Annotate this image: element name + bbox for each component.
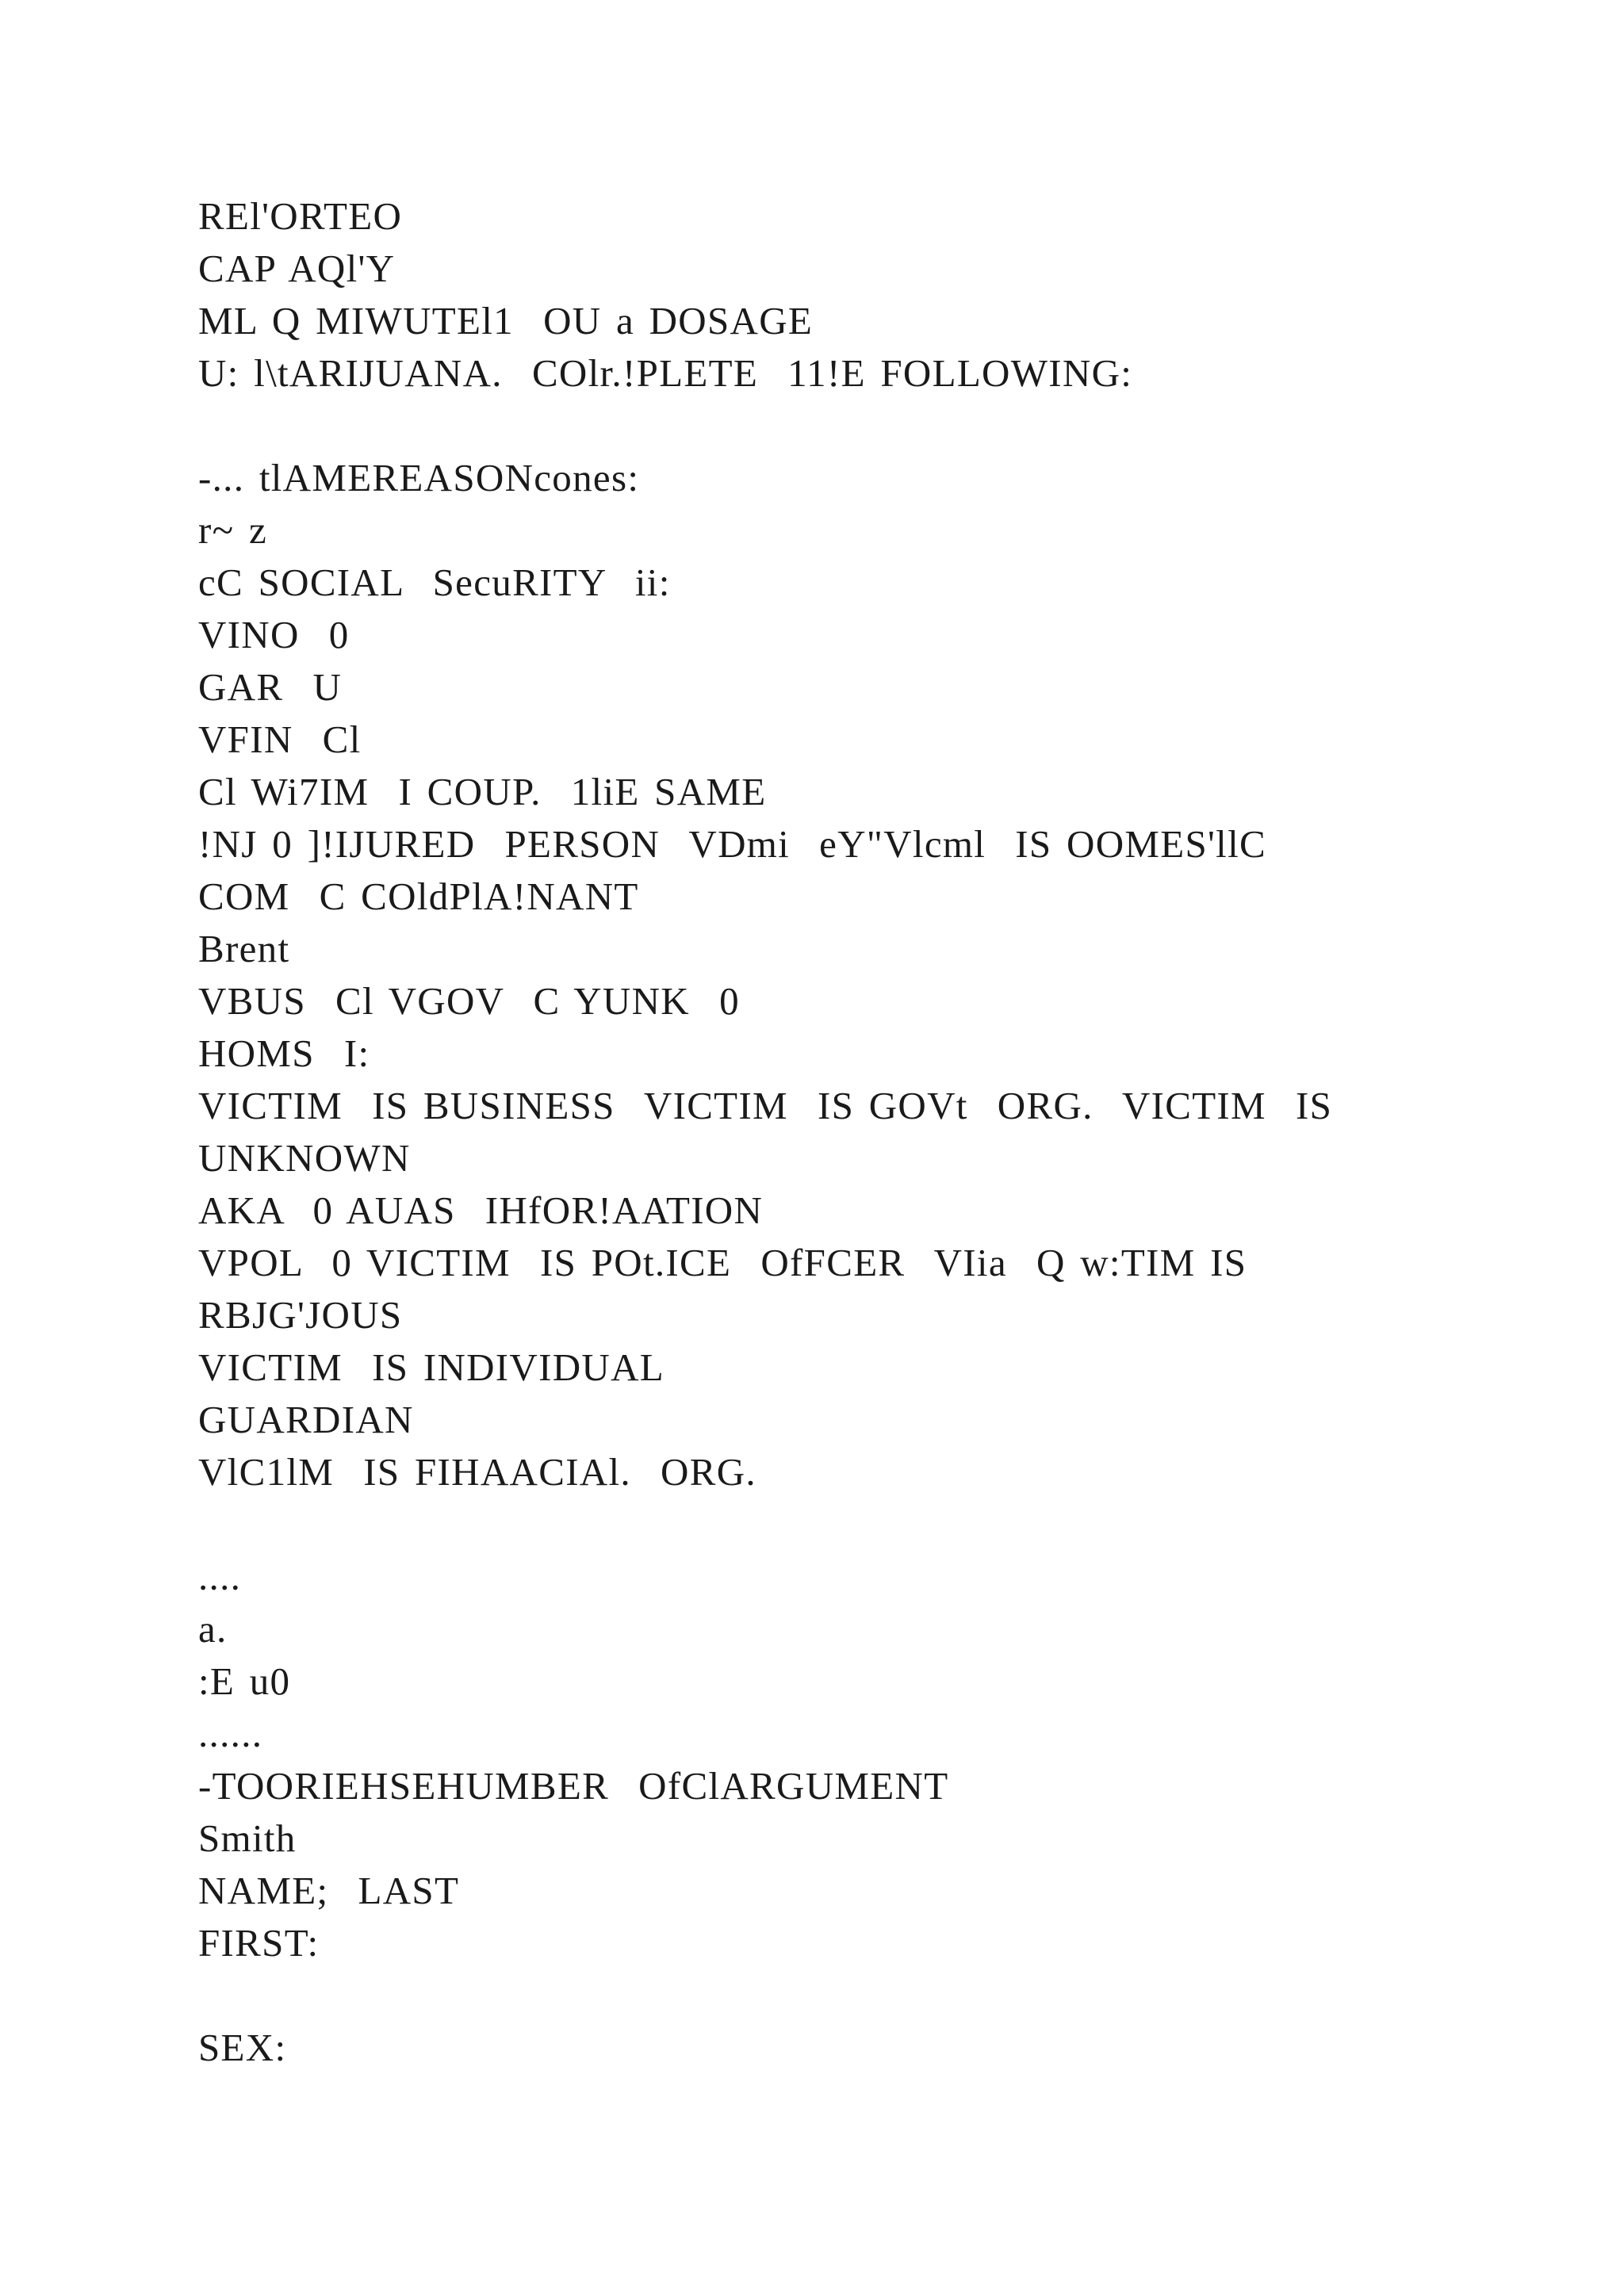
- text-line-7: r~ z: [198, 508, 268, 552]
- text-line-9: VINO 0: [198, 613, 350, 656]
- text-line-15: Brent: [198, 927, 290, 970]
- text-line-16: VBUS Cl VGOV C YUNK 0: [198, 979, 740, 1023]
- document-text: [198, 190, 1435, 2074]
- text-line-31: -TOORIEHSEHUMBER OfClARGUMENT: [198, 1764, 949, 1808]
- text-line-1: REl'ORTEO: [198, 194, 403, 238]
- text-line-6: -... tlAMEREASONcones:: [198, 456, 640, 499]
- text-line-17: HOMS I:: [198, 1031, 370, 1075]
- blank-line: [198, 400, 1435, 452]
- text-line-34: FIRST:: [198, 1921, 320, 1965]
- text-line-27: ....: [198, 1555, 242, 1598]
- text-line-2: CAP AQl'Y: [198, 247, 396, 290]
- text-line-10: GAR U: [198, 665, 343, 709]
- blank-line: [198, 1969, 1435, 2022]
- text-line-12: Cl Wi7IM I COUP. 1liE SAME: [198, 770, 767, 813]
- text-line-32: Smith: [198, 1816, 297, 1860]
- text-line-29: :E u0: [198, 1659, 291, 1703]
- text-line-19: UNKNOWN: [198, 1136, 411, 1180]
- text-line-8: cC SOCIAL SecuRITY ii:: [198, 561, 671, 604]
- blank-line: [198, 1498, 1435, 1551]
- text-line-36: SEX:: [198, 2026, 287, 2069]
- text-line-28: a.: [198, 1607, 228, 1651]
- text-line-3: ML Q MIWUTEl1 OU a DOSAGE: [198, 299, 814, 342]
- text-line-24: GUARDIAN: [198, 1398, 414, 1441]
- text-line-20: AKA 0 AUAS IHfOR!AATION: [198, 1188, 764, 1232]
- text-line-13: !NJ 0 ]!IJURED PERSON VDmi eY"Vlcml IS OOMES'llC: [198, 822, 1266, 866]
- text-line-18: VICTIM IS BUSINESS VICTIM IS GOVt ORG. VICTIM IS: [198, 1084, 1333, 1127]
- text-line-14: COM C COldPlA!NANT: [198, 874, 639, 918]
- text-line-11: VFIN Cl: [198, 718, 362, 761]
- text-line-25: VlC1lM IS FIHAACIAl. ORG.: [198, 1450, 756, 1494]
- text-line-33: NAME; LAST: [198, 1869, 460, 1912]
- text-line-4: U: l\tARIJUANA. COlr.!PLETE 11!E FOLLOWING:: [198, 351, 1133, 395]
- text-line-30: ......: [198, 1712, 263, 1755]
- text-line-22: RBJG'JOUS: [198, 1293, 403, 1337]
- text-line-23: VICTIM IS INDIVIDUAL: [198, 1345, 665, 1389]
- text-line-21: VPOL 0 VICTIM IS POt.ICE OfFCER VIia Q w:TIM IS: [198, 1241, 1247, 1284]
